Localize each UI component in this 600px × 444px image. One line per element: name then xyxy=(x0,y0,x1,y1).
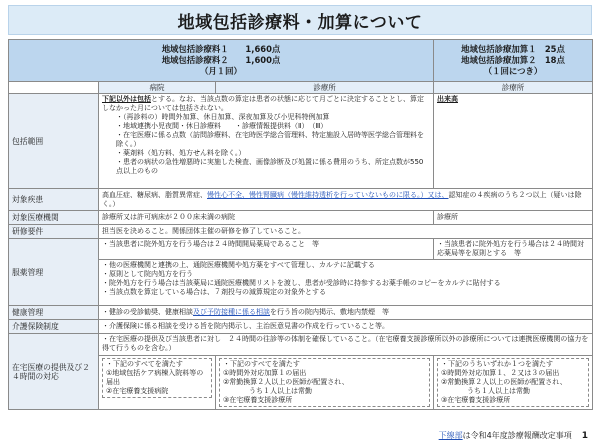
header-right xyxy=(434,40,593,82)
row-scope xyxy=(9,94,593,189)
care-text-2: 等。 xyxy=(375,322,389,330)
care-content xyxy=(99,320,593,334)
row-disease xyxy=(9,189,593,211)
disease-text-new: 慢性心不全、慢性腎臓病（慢性維持透析を行っていないものに限る。）又は、 xyxy=(207,190,449,199)
health-content xyxy=(99,306,593,320)
homecare-hospital xyxy=(99,356,216,410)
homecare-clinic-2: ②常勤換算２人以上の医師が配置され、 xyxy=(223,378,349,386)
label-institution: 対象医療機関 xyxy=(9,211,99,225)
care-text-1: ・介護保険に係る相談を受ける旨を院内掲示し、主治医意見書の作成を行っていること xyxy=(102,322,375,330)
label-health: 健康管理 xyxy=(9,306,99,320)
header-row xyxy=(9,40,593,82)
label-scope: 包括範囲 xyxy=(9,94,99,189)
homecare-clinic-2b: うち１人以上は常勤 xyxy=(249,387,312,395)
homecare-addition-head: ・下記のうちいずれか１つを満たす xyxy=(441,360,553,368)
homecare-addition-1: ①時間外対応加算１、２又は３の届出 xyxy=(441,369,560,377)
homecare-clinic-box xyxy=(219,358,430,407)
title-bar xyxy=(8,5,592,35)
institution-left: 診療所又は許可病床が２００床未満の病院 xyxy=(99,211,434,225)
homecare-hospital-1: ①地域包括ケア病棟入院料等の届出 xyxy=(106,369,204,386)
homecare-hospital-box xyxy=(102,358,212,398)
homecare-addition xyxy=(434,356,593,410)
medication-bullet-3: ・院外処方を行う場合は当該薬局に通院医療機関リストを渡し、患者が受診時に持参するお薬手帳のコピーをカルテに貼付する xyxy=(102,279,501,287)
header-right-line3: （１回につき） xyxy=(483,66,543,76)
scope-bullet-1: ・（再診料の）時間外加算、休日加算、深夜加算及び小児科特例加算 xyxy=(116,113,330,121)
scope-intro-text: とする。なお、当該点数の算定は患者の状態に応じて月ごとに決定することとし、算定しなかった月については包括されない。 xyxy=(102,95,424,112)
disease-text-1: 高血圧症、糖尿病、脂質異常症、 xyxy=(102,190,207,199)
row-institution xyxy=(9,211,593,225)
label-medication: 服薬管理 xyxy=(9,239,99,306)
page-number: 1 xyxy=(581,430,588,441)
subheader-row xyxy=(9,82,593,94)
scope-intro xyxy=(102,95,424,112)
header-left-line1: 地域包括診療料１ 1,660点 xyxy=(161,44,281,54)
scope-content xyxy=(99,94,434,189)
footer-note xyxy=(439,430,572,441)
disease-text-2: 認知症の４疾病のうち２つ以上（疑いは除く。） xyxy=(102,190,582,208)
header-right-line1: 地域包括診療加算１ 25点 xyxy=(461,44,565,54)
col-hospital: 病院 xyxy=(99,82,216,94)
homecare-addition-3: ③在宅療養支援診療所 xyxy=(441,396,511,404)
disease-content xyxy=(99,189,593,211)
scope-right-text: 出来高 xyxy=(437,95,458,103)
homecare-hospital-2: ②在宅療養支援病院 xyxy=(106,387,169,395)
health-text-2: を行う旨の院内掲示、敷地内禁煙 等 xyxy=(270,308,389,316)
medication-bottom xyxy=(99,260,593,306)
medication-top-left: ・当該患者に院外処方を行う場合は２４時間開局薬局であること 等 xyxy=(99,239,434,260)
col-clinic: 診療所 xyxy=(216,82,434,94)
header-right-line2: 地域包括診療加算２ 18点 xyxy=(461,55,565,65)
scope-bullet-5: ・患者の病状の急性増悪時に実施した検査、画像診断及び処置に係る費用のうち、所定点数が550点以上のもの xyxy=(116,158,424,175)
header-left-line3: （月１回） xyxy=(200,66,242,76)
footer-note-text: は令和4年度診療報酬改定事項 xyxy=(462,431,572,440)
training-content: 担当医を決めること。関係団体主催の研修を修了していること。 xyxy=(99,225,593,239)
homecare-addition-2: ②常勤換算２人以上の医師が配置され、 xyxy=(441,378,567,386)
health-text-1: ・健診の受診勧奨、健康相談 xyxy=(102,308,193,316)
scope-bullet-2: ・地域連携小児夜間・休日診療料 ・診療情報提供料（Ⅱ） （Ⅲ） xyxy=(116,122,328,130)
homecare-hospital-head: ・下記のすべてを満たす xyxy=(106,360,183,368)
label-training: 研修要件 xyxy=(9,225,99,239)
footer xyxy=(439,430,588,441)
row-medication xyxy=(9,239,593,260)
page-title: 地域包括診療料・加算について xyxy=(177,12,423,33)
institution-right: 診療所 xyxy=(434,211,593,225)
footer-underline-label: 下線部 xyxy=(438,431,463,440)
medication-top-right: ・当該患者に院外処方を行う場合は２４時間対応薬局等を原則とする 等 xyxy=(434,239,593,260)
health-text-new: 及び予防接種に係る相談 xyxy=(193,308,270,316)
homecare-clinic xyxy=(216,356,434,410)
homecare-top: ・在宅医療の提供及び当該患者に対し ２４時間の往診等の体制を確保していること。（在宅療養支援診療所以外の診療所については連携医療機関の協力を得て行うものを含む。） xyxy=(99,334,593,356)
row-training xyxy=(9,225,593,239)
medication-bullet-1: ・他の医療機関と連携の上、通院医療機関や処方薬をすべて管理し、カルテに記載する xyxy=(102,261,375,269)
col-clinic-addition: 診療所 xyxy=(434,82,593,94)
header-left-line2: 地域包括診療料２ 1,600点 xyxy=(161,55,281,65)
homecare-addition-2b: うち１人以上は常勤 xyxy=(467,387,530,395)
label-homecare: 在宅医療の提供及び２４時間の対応 xyxy=(9,334,99,410)
scope-right xyxy=(434,94,593,189)
homecare-clinic-3: ③在宅療養支援診療所 xyxy=(223,396,293,404)
label-care: 介護保険制度 xyxy=(9,320,99,334)
medication-bullet-4: ・当該点数を算定している場合は、７剤投与の減算規定の対象外とする xyxy=(102,288,326,296)
row-health xyxy=(9,306,593,320)
label-disease: 対象疾患 xyxy=(9,189,99,211)
info-table xyxy=(8,39,593,410)
homecare-clinic-head: ・下記のすべてを満たす xyxy=(223,360,300,368)
homecare-clinic-1: ①時間外対応加算１の届出 xyxy=(223,369,307,377)
scope-bullet-4: ・薬剤料（処方料、処方せん料を除く。） xyxy=(116,149,246,157)
subheader-empty xyxy=(9,82,99,94)
row-homecare xyxy=(9,334,593,356)
scope-intro-underlined: 下記以外は包括 xyxy=(102,95,151,103)
medication-bullet-2: ・原則として院内処方を行う xyxy=(102,270,193,278)
header-left xyxy=(9,40,434,82)
row-care xyxy=(9,320,593,334)
homecare-addition-box xyxy=(437,358,589,407)
scope-bullet-3: ・在宅医療に係る点数（訪問診療料、在宅時医学総合管理料、特定施設入居時等医学総合管理料を除く。） xyxy=(116,131,424,148)
